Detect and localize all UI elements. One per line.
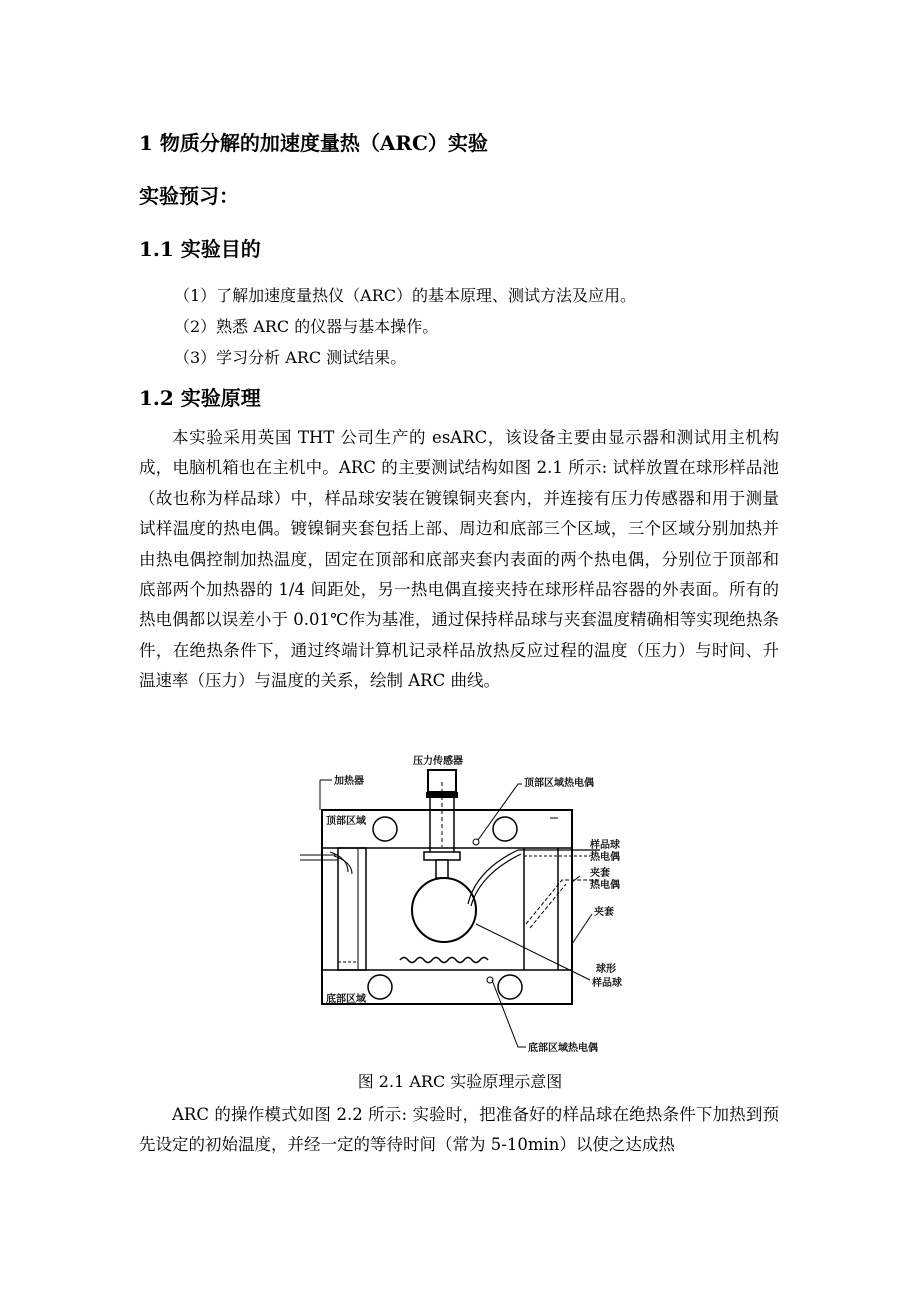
objectives-list [174, 280, 636, 373]
section-1-2-title: 1.2 实验原理 [139, 386, 261, 410]
label-sphere-1: 球形 [596, 964, 616, 975]
bottom-heater-right [498, 975, 522, 999]
top-heater-left [373, 817, 397, 841]
sample-sphere [412, 878, 476, 942]
section-1-1-title: 1.1 实验目的 [139, 237, 261, 261]
label-jacket: 夹套 [594, 907, 614, 918]
bottom-heater-left [368, 975, 392, 999]
label-sphere-2: 样品球 [592, 978, 622, 989]
label-top-thermocouple: 顶部区域热电偶 [524, 778, 594, 789]
objective-item: （3）学习分析 ARC 测试结果。 [174, 348, 407, 367]
label-jacket-tc-2: 热电偶 [590, 880, 620, 891]
label-sample-tc-1: 样品球 [590, 840, 620, 851]
figure-caption: 图 2.1 ARC 实验原理示意图 [357, 1072, 563, 1091]
objective-item: （2）熟悉 ARC 的仪器与基本操作。 [174, 317, 439, 336]
label-bottom-thermocouple: 底部区域热电偶 [528, 1043, 598, 1054]
label-pressure-sensor: 压力传感器 [413, 756, 463, 767]
chapter-heading: 1 物质分解的加速度量热（ARC）实验 [139, 131, 488, 155]
top-heater-right [493, 817, 517, 841]
principle-paragraph: 本实验采用英国 THT 公司生产的 esARC，该设备主要由显示器和测试用主机构成，电脑机箱也在主机中。ARC 的主要测试结构如图 2.1 所示: 试样放置在球形样品池（故也称为样品球）中，样品球安装在镀镍铜夹套内，并连接有压力传感器和用于测量试样温度的热电偶。镀镍铜夹套包括上部、周边和底部三个区域，三个区域分别加热并由热电偶控制加热温度，固定在顶部和底部夹套内表面的两个热电偶，分别位于顶部和底部两个加热器的 1/4 间距处，另一热电偶直接夹持在球形样品容器的外表面。所有的热电偶都以误差小于 0.01℃作为基准，通过保持样品球与夹套温度精确相等实现绝热条件，在绝热条件下，通过终端计算机记录样品放热反应过程的温度（压力）与时间、升温速率（压力）与温度的关系，绘制 ARC 曲线。 [139, 428, 779, 691]
label-top-zone: 顶部区域 [326, 816, 366, 827]
label-jacket-tc-1: 夹套 [590, 868, 610, 879]
operation-paragraph: ARC 的操作模式如图 2.2 所示: 实验时，把准备好的样品球在绝热条件下加热到预先设定的初始温度，并经一定的等待时间（常为 5-10min）以使之达成热 [139, 1105, 779, 1155]
pressure-sensor [428, 770, 456, 792]
preview-heading: 实验预习： [139, 184, 239, 208]
arc-diagram [300, 752, 645, 1057]
label-sample-tc-2: 热电偶 [590, 852, 620, 863]
objective-item: （1）了解加速度量热仪（ARC）的基本原理、测试方法及应用。 [174, 286, 637, 305]
side-heater-left [338, 848, 366, 970]
bottom-wave-heater [400, 958, 488, 963]
label-bottom-zone: 底部区域 [326, 994, 366, 1005]
label-heater: 加热器 [334, 776, 364, 787]
